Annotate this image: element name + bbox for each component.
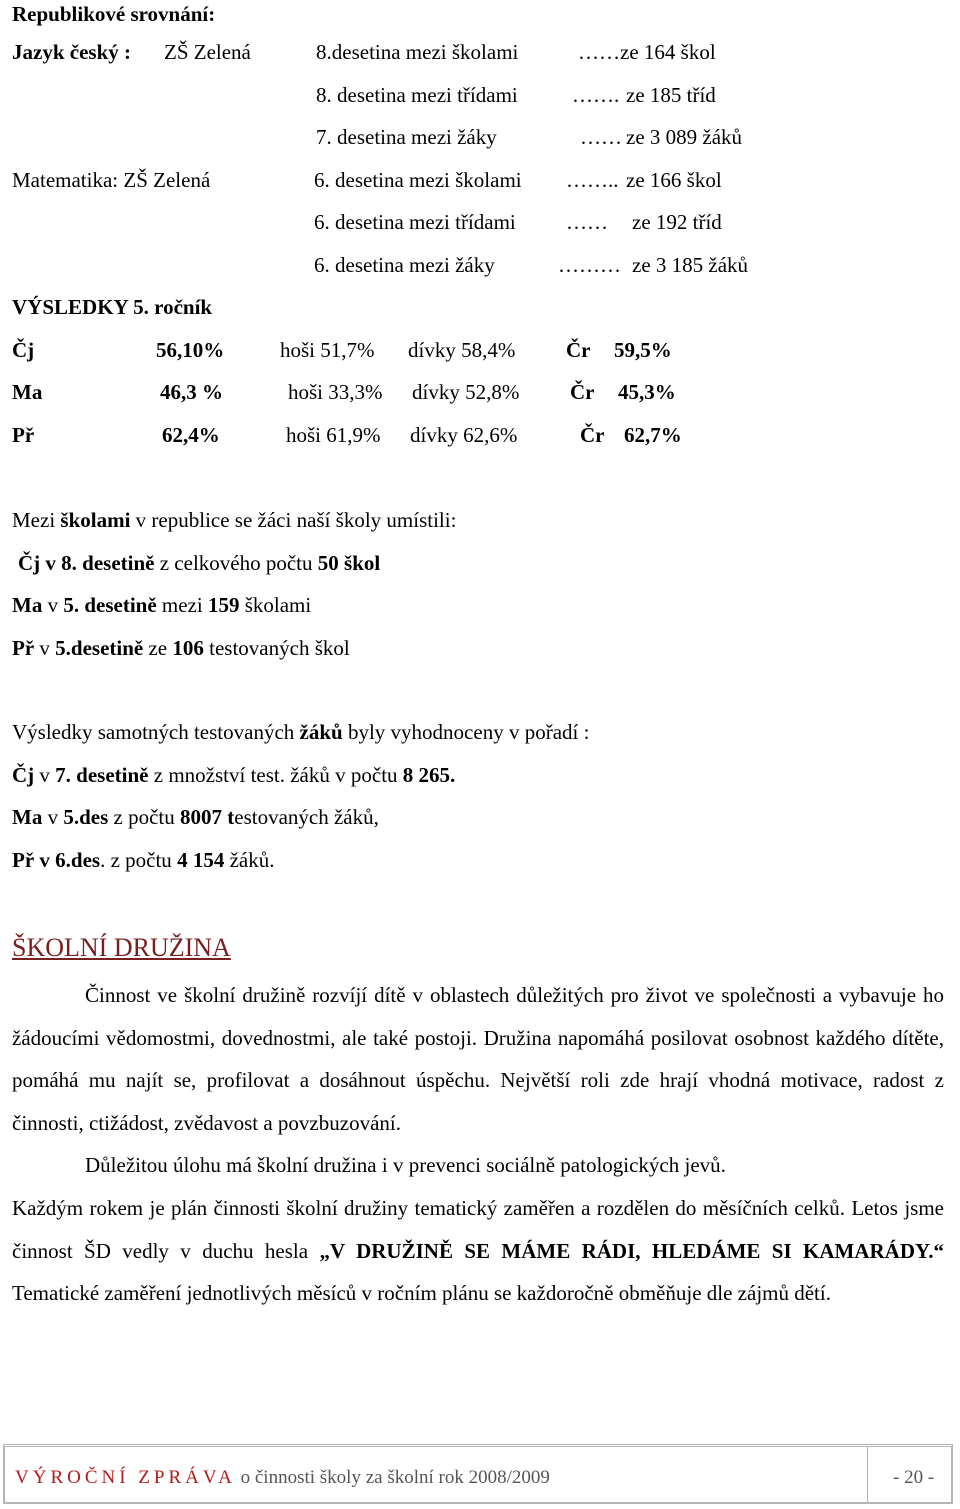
schools-intro: Mezi školami v republice se žáci naší školy umístili: [12,508,457,532]
druzina-paragraph-2: Důležitou úlohu má školní družina i v prevenci sociálně patologických jevů. [85,1153,726,1178]
res-boys-ma: hoši 33,3% [288,380,383,404]
ma-rank-2: 6. desetina mezi třídami [314,210,516,234]
schools-line-cj: Čj v 8. desetině z celkového počtu 50 škol [18,551,381,575]
res-girls-pr: dívky 62,6% [410,423,518,447]
cz-school: ZŠ Zelená [164,40,251,64]
cz-rank-3: 7. desetina mezi žáky [316,125,497,149]
res-total-cj: 56,10% [156,338,225,362]
cz-count-2: ze 185 tříd [626,83,716,107]
ma-count-2: ze 192 tříd [632,210,722,234]
res-cr-ma: 45,3% [618,380,676,404]
page-footer [3,1444,953,1504]
footer-divider [867,1447,868,1502]
res-cr-pr: 62,7% [624,423,682,447]
res-crlabel-cj: Čr [566,338,591,362]
res-girls-cj: dívky 58,4% [408,338,516,362]
ma-dots-3: ……… [558,253,621,277]
cz-dots-1: …… [578,40,620,64]
schools-line-ma: Ma v 5. desetině mezi 159 školami [12,593,312,617]
res-subj-cj: Čj [12,338,35,362]
cz-dots-2: ……. [572,83,620,107]
footer-report-name: VÝROČNÍ ZPRÁVA [15,1467,236,1488]
schools-line-pr: Př v 5.desetině ze 106 testovaných škol [12,636,350,660]
ma-dots-1: …….. [566,168,619,192]
ma-label: Matematika: ZŠ Zelená [12,168,211,192]
pupils-intro: Výsledky samotných testovaných žáků byly vyhodnoceny v pořadí : [12,720,590,744]
ma-count-1: ze 166 škol [626,168,722,192]
res-boys-pr: hoši 61,9% [286,423,381,447]
res-boys-cj: hoši 51,7% [280,338,375,362]
footer-title [15,1467,550,1489]
pupils-line-ma: Ma v 5.des z počtu 8007 testovaných žáků, [12,805,379,829]
cz-rank-2: 8. desetina mezi třídami [316,83,518,107]
cz-count-1: ze 164 škol [620,40,716,64]
res-cr-cj: 59,5% [614,338,672,362]
cz-count-3: ze 3 089 žáků [626,125,743,149]
cz-label [12,42,131,63]
comparison-title: Republikové srovnání: [12,2,216,26]
cz-rank-1: 8.desetina mezi školami [316,40,519,64]
ma-rank-3: 6. desetina mezi žáky [314,253,495,277]
cz-subject: Jazyk český : [12,40,131,64]
druzina-text [12,974,944,1315]
druzina-paragraph-1: Činnost ve školní družině rozvíjí dítě v oblastech důležitých pro život ve společnosti a vybavuje ho žádoucími vědomostmi, dovednostmi, ale také postoji. Družina napomáhá posilovat osobnost každého dítěte, pomáhá mu najít se, profilovat a dosáhnout úspěchu. Největší roli zde hrají vhodná motivace, radost z činnosti, ctižádost, zvědavost a povzbuzování. [12,983,944,1135]
ma-rank-1: 6. desetina mezi školami [314,168,522,192]
res-crlabel-pr: Čr [580,423,605,447]
section-heading-druzina: ŠKOLNÍ DRUŽINA [12,933,231,962]
res-crlabel-ma: Čr [570,380,595,404]
ma-count-3: ze 3 185 žáků [632,253,749,277]
res-girls-ma: dívky 52,8% [412,380,520,404]
cz-dots-3: …… [580,125,622,149]
druzina-paragraph-3: Každým rokem je plán činnosti školní družiny tematický zaměřen a rozdělen do měsíčních celků. Letos jsme činnost ŠD vedly v duchu hesla „V DRUŽINĚ SE MÁME RÁDI, HLEDÁME SI KAMARÁDY.“ Tematické zaměření jednotlivých měsíců v ročním plánu se každoročně obměňuje dle zájmů dětí. [12,1195,944,1306]
pupils-line-cj: Čj v 7. desetině z množství test. žáků v počtu 8 265. [12,763,456,787]
res-subj-pr: Př [12,423,35,447]
pupils-line-pr: Př v 6.des. z počtu 4 154 žáků. [12,848,275,872]
footer-subtitle: o činnosti školy za školní rok 2008/2009 [235,1467,550,1488]
res-total-pr: 62,4% [162,423,220,447]
ma-dots-2: …… [566,210,608,234]
page-number: - 20 - [893,1467,935,1488]
res-total-ma: 46,3 % [160,380,223,404]
motto: „V DRUŽINĚ SE MÁME RÁDI, HLEDÁME SI KAMARÁDY.“ [319,1238,944,1263]
res-subj-ma: Ma [12,380,43,404]
results-title: VÝSLEDKY 5. ročník [12,295,213,319]
